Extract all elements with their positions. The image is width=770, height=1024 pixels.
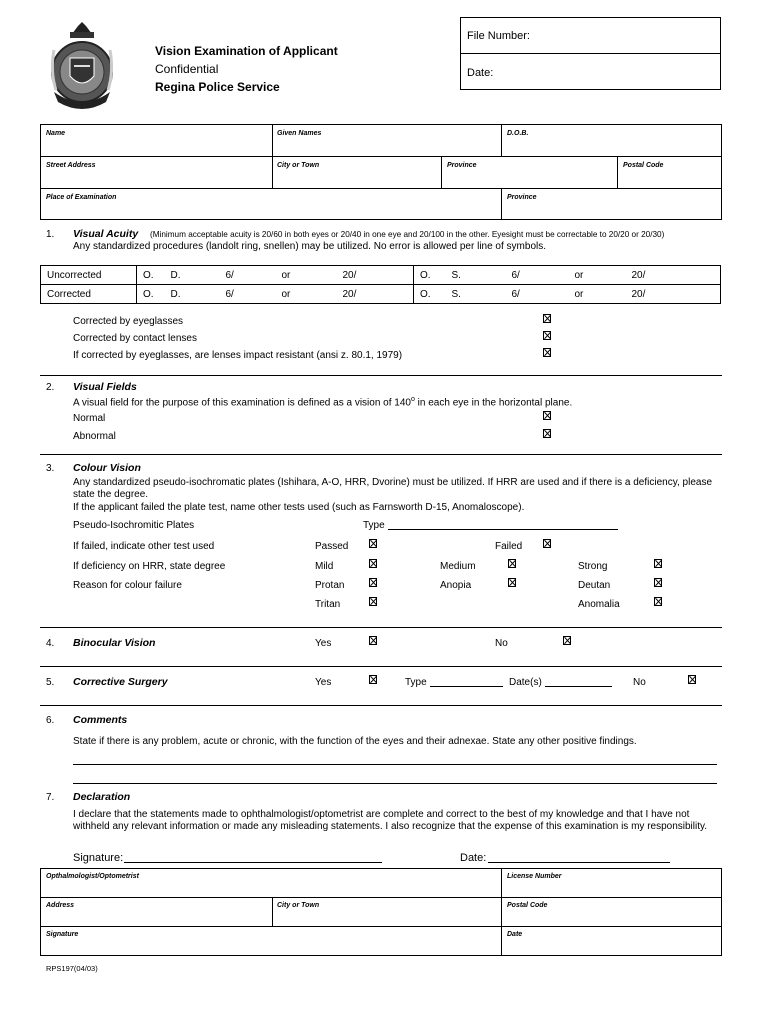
file-number-field[interactable]: File Number: xyxy=(467,30,530,42)
right-metric-input[interactable]: 6/ xyxy=(220,266,276,285)
deutan-label: Deutan xyxy=(578,580,611,591)
applicant-signature-input[interactable] xyxy=(124,862,382,863)
or-label: or xyxy=(569,266,626,285)
applicant-info-box xyxy=(40,124,722,220)
declaration-heading: Declaration xyxy=(73,791,131,803)
plates-type-label: Type xyxy=(363,520,385,531)
section-5-number: 5. xyxy=(46,677,55,688)
province-field[interactable]: Province xyxy=(447,162,477,169)
visual-fields-description xyxy=(73,396,572,408)
failed-checkbox[interactable] xyxy=(543,539,551,548)
os-label: O. xyxy=(414,266,446,285)
surgery-dates-input[interactable] xyxy=(545,686,612,687)
colour-vision-line3: If the applicant failed the plate test, name other tests used (such as Farnsworth D-15, Anomaloscope). xyxy=(73,502,525,513)
abnormal-checkbox[interactable] xyxy=(543,429,551,438)
anopia-label: Anopia xyxy=(440,580,472,591)
examiner-date-field[interactable]: Date xyxy=(507,931,523,938)
city-field[interactable]: City or Town xyxy=(277,162,320,169)
plates-label: Pseudo-Isochromitic Plates xyxy=(73,520,195,531)
declaration-line1: I declare that the statements made to ophthalmologist/optometrist are complete and correct to the best of my knowledge and that I have not xyxy=(73,809,690,820)
given-names-field[interactable]: Given Names xyxy=(277,130,322,137)
surgery-dates-label: Date(s) xyxy=(509,677,542,688)
form-code: RPS197(04/03) xyxy=(46,964,98,973)
visual-acuity-procedures: Any standardized procedures (landolt ring, snellen) may be utilized. No error is allowed per line of symbols. xyxy=(73,241,547,252)
hrr-degree-label: If deficiency on HRR, state degree xyxy=(73,561,226,572)
plates-type-input[interactable] xyxy=(388,529,618,530)
strong-checkbox[interactable] xyxy=(654,559,662,568)
impact-resistant-label: If corrected by eyeglasses, are lenses impact resistant (ansi z. 80.1, 1979) xyxy=(73,350,403,361)
header-date-field[interactable]: Date: xyxy=(467,67,494,79)
binocular-yes-label: Yes xyxy=(315,638,332,649)
binocular-no-checkbox[interactable] xyxy=(563,636,571,645)
declaration-line2: withheld any relevant information or made any misleading statements. I also recognize that the expense of this examination is my responsibility. xyxy=(73,821,708,832)
visual-fields-text: in each eye in the horizontal plane. xyxy=(414,397,573,409)
table-row xyxy=(41,266,721,285)
postal-code-field[interactable]: Postal Code xyxy=(623,162,664,169)
anomalia-checkbox[interactable] xyxy=(654,597,662,606)
section-1-number: 1. xyxy=(46,229,55,240)
surgery-yes-checkbox[interactable] xyxy=(369,675,377,684)
os-label: S. xyxy=(446,266,506,285)
protan-label: Protan xyxy=(315,580,345,591)
examiner-city-field[interactable]: City or Town xyxy=(277,902,320,909)
eyeglasses-label: Corrected by eyeglasses xyxy=(73,316,184,327)
abnormal-label: Abnormal xyxy=(73,431,116,442)
os-label: S. xyxy=(446,285,506,304)
normal-checkbox[interactable] xyxy=(543,411,551,420)
corrective-surgery-heading: Corrective Surgery xyxy=(73,676,168,688)
surgery-yes-label: Yes xyxy=(315,677,332,688)
deutan-checkbox[interactable] xyxy=(654,578,662,587)
mild-checkbox[interactable] xyxy=(369,559,377,568)
comments-line-2[interactable] xyxy=(73,783,717,784)
section-4-number: 4. xyxy=(46,638,55,649)
place-of-exam-field[interactable]: Place of Examination xyxy=(46,194,117,201)
exam-province-field[interactable]: Province xyxy=(507,194,537,201)
binocular-yes-checkbox[interactable] xyxy=(369,636,377,645)
anopia-checkbox[interactable] xyxy=(508,578,516,587)
left-imperial-input[interactable]: 20/ xyxy=(626,266,721,285)
applicant-date-label: Date: xyxy=(460,852,487,864)
or-label: or xyxy=(276,266,337,285)
comments-heading: Comments xyxy=(73,714,128,726)
normal-label: Normal xyxy=(73,413,106,424)
examiner-postal-field[interactable]: Postal Code xyxy=(507,902,548,909)
comments-instructions: State if there is any problem, acute or chronic, with the function of the eyes and their adnexae. State any other positive findings. xyxy=(73,736,637,747)
eyeglasses-checkbox[interactable] xyxy=(543,314,551,323)
colour-vision-line2: state the degree. xyxy=(73,489,149,500)
right-imperial-input[interactable]: 20/ xyxy=(337,285,414,304)
applicant-date-input[interactable] xyxy=(488,862,670,863)
strong-label: Strong xyxy=(578,561,608,572)
surgery-type-label: Type xyxy=(405,677,427,688)
license-number-field[interactable]: License Number xyxy=(507,873,562,880)
protan-checkbox[interactable] xyxy=(369,578,377,587)
od-label: D. xyxy=(165,266,220,285)
table-row xyxy=(41,285,721,304)
binocular-vision-heading: Binocular Vision xyxy=(73,637,156,649)
mild-label: Mild xyxy=(315,561,334,572)
right-imperial-input[interactable]: 20/ xyxy=(337,266,414,285)
od-label: O. xyxy=(137,266,165,285)
passed-label: Passed xyxy=(315,541,349,552)
contacts-label: Corrected by contact lenses xyxy=(73,333,197,344)
medium-checkbox[interactable] xyxy=(508,559,516,568)
anomalia-label: Anomalia xyxy=(578,599,620,610)
corrected-label: Corrected xyxy=(41,285,137,304)
tritan-label: Tritan xyxy=(315,599,341,610)
examiner-address-field[interactable]: Address xyxy=(46,902,75,909)
comments-line-1[interactable] xyxy=(73,764,717,765)
dob-field[interactable]: D.O.B. xyxy=(507,130,529,137)
confidential-label: Confidential xyxy=(155,62,219,76)
passed-checkbox[interactable] xyxy=(369,539,377,548)
left-metric-input[interactable]: 6/ xyxy=(506,266,569,285)
failed-test-label: If failed, indicate other test used xyxy=(73,541,215,552)
police-crest-logo xyxy=(48,20,116,112)
degree-sign: o xyxy=(410,396,415,403)
visual-fields-heading: Visual Fields xyxy=(73,381,137,393)
section-7-number: 7. xyxy=(46,792,55,803)
contacts-checkbox[interactable] xyxy=(543,331,551,340)
organization-name: Regina Police Service xyxy=(155,80,280,94)
or-label: or xyxy=(569,285,626,304)
examiner-name-field[interactable]: Opthalmologist/Optometrist xyxy=(46,873,139,880)
examiner-info-box xyxy=(40,868,722,956)
section-6-number: 6. xyxy=(46,715,55,726)
uncorrected-label: Uncorrected xyxy=(41,266,137,285)
medium-label: Medium xyxy=(440,561,476,572)
section-3-number: 3. xyxy=(46,463,55,474)
section-2-number: 2. xyxy=(46,382,55,393)
applicant-signature-label: Signature: xyxy=(73,852,124,864)
visual-acuity-table xyxy=(40,265,721,304)
surgery-no-label: No xyxy=(633,677,646,688)
od-label: O. xyxy=(137,285,165,304)
binocular-no-label: No xyxy=(495,638,508,649)
right-metric-input[interactable]: 6/ xyxy=(220,285,276,304)
street-address-field[interactable]: Street Address xyxy=(46,162,96,169)
od-label: D. xyxy=(165,285,220,304)
or-label: or xyxy=(276,285,337,304)
reason-label: Reason for colour failure xyxy=(73,580,182,591)
form-title: Vision Examination of Applicant xyxy=(155,44,338,58)
visual-acuity-heading: Visual Acuity xyxy=(73,228,139,240)
surgery-type-input[interactable] xyxy=(430,686,503,687)
tritan-checkbox[interactable] xyxy=(369,597,377,606)
examiner-signature-field[interactable]: Signature xyxy=(46,931,79,938)
failed-label: Failed xyxy=(495,541,523,552)
os-label: O. xyxy=(414,285,446,304)
visual-acuity-note: (Minimum acceptable acuity is 20/60 in both eyes or 20/40 in one eye and 20/100 in the other. Eyesight must be correctable to 20/20 or 20/30) xyxy=(150,230,665,239)
colour-vision-line1: Any standardized pseudo-isochromatic plates (Ishihara, A-O, HRR, Dvorine) must be utilized. If HRR are used and if there is a deficiency, please xyxy=(73,477,712,488)
left-metric-input[interactable]: 6/ xyxy=(506,285,569,304)
surgery-no-checkbox[interactable] xyxy=(688,675,696,684)
colour-vision-heading: Colour Vision xyxy=(73,462,141,474)
left-imperial-input[interactable]: 20/ xyxy=(626,285,721,304)
name-field[interactable]: Name xyxy=(46,130,66,137)
impact-resistant-checkbox[interactable] xyxy=(543,348,551,357)
visual-fields-text: A visual field for the purpose of this examination is defined as a vision of 140 xyxy=(73,397,411,409)
